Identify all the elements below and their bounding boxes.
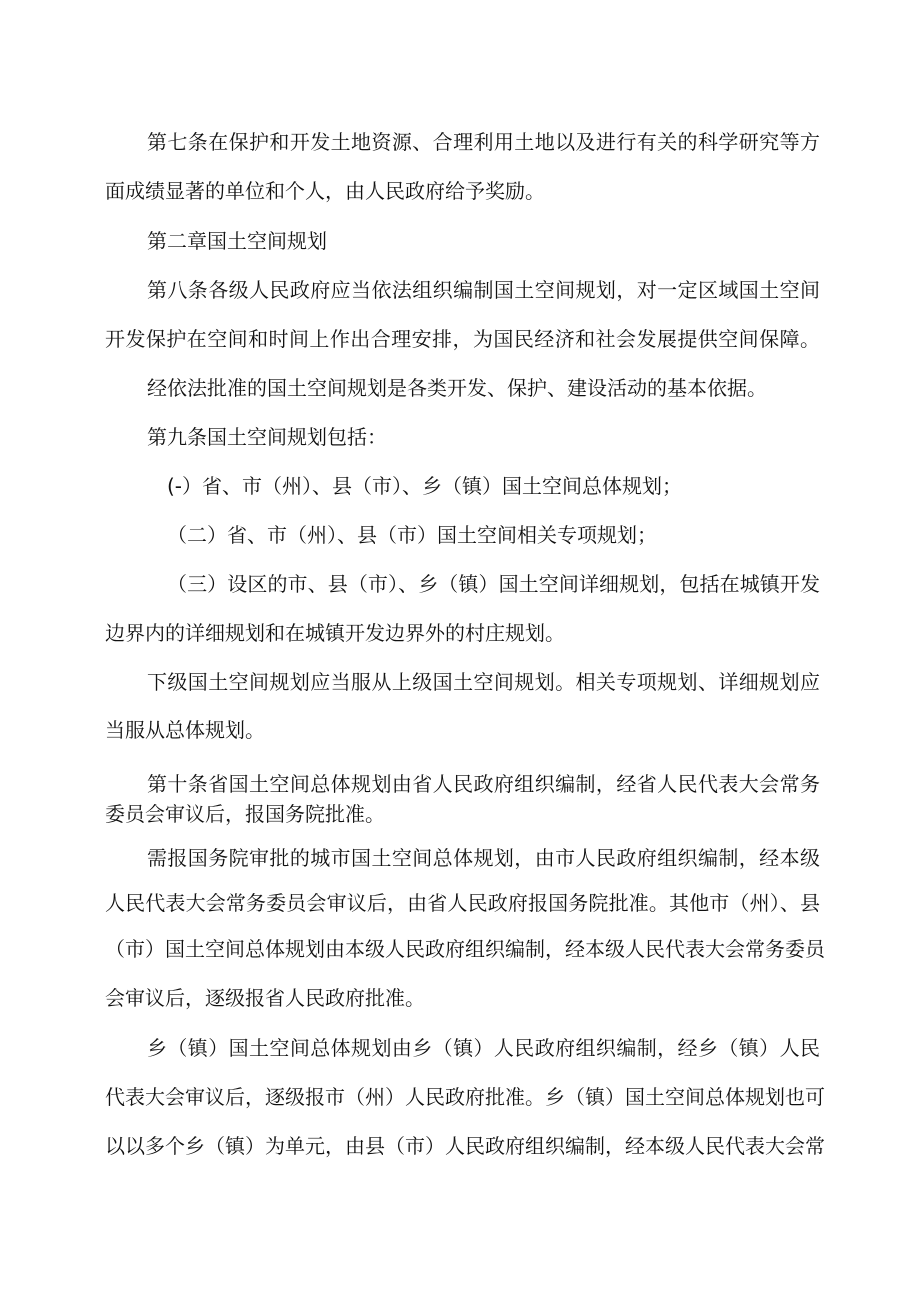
text-line: 人民代表大会常务委员会审议后，由省人民政府报国务院批准。其他市（州）、县 xyxy=(105,891,820,915)
text-line: 会审议后，逐级报省人民政府批准。 xyxy=(105,986,425,1010)
text-line: 经依法批准的国土空间规划是各类开发、保护、建设活动的基本依据。 xyxy=(147,376,767,400)
text-line: 需报国务院审批的城市国土空间总体规划，由市人民政府组织编制，经本级 xyxy=(147,846,820,870)
text-line: 当服从总体规划。 xyxy=(105,718,265,742)
text-line: 开发保护在空间和时间上作出合理安排，为国民经济和社会发展提供空间保障。 xyxy=(105,327,820,351)
text-line: 第十条省国土空间总体规划由省人民政府组织编制，经省人民代表大会常务 xyxy=(147,772,820,796)
text-line: 第九条国土空间规划包括： xyxy=(147,425,387,449)
list-item: （三）设区的市、县（市）、乡（镇）国土空间详细规划，包括在城镇开发 xyxy=(167,572,820,596)
text-line: 边界内的详细规划和在城镇开发边界外的村庄规划。 xyxy=(105,621,565,645)
text-line: 面成绩显著的单位和个人，由人民政府给予奖励。 xyxy=(105,179,545,203)
list-item: (-）省、市（州）、县（市）、乡（镇）国土空间总体规划； xyxy=(167,474,683,498)
chapter-heading: 第二章国土空间规划 xyxy=(147,229,327,253)
text-line: 下级国土空间规划应当服从上级国土空间规划。相关专项规划、详细规划应 xyxy=(147,670,820,694)
text-line: 委员会审议后，报国务院批准。 xyxy=(105,802,385,826)
text-line: 代表大会审议后，逐级报市（州）人民政府批准。乡（镇）国土空间总体规划也可 xyxy=(105,1085,825,1109)
text-line: 以以多个乡（镇）为单元，由县（市）人民政府组织编制，经本级人民代表大会常 xyxy=(105,1134,825,1158)
text-line: （市）国土空间总体规划由本级人民政府组织编制，经本级人民代表大会常务委员 xyxy=(105,937,825,961)
text-line: 第七条在保护和开发土地资源、合理利用土地以及进行有关的科学研究等方 xyxy=(147,130,820,154)
text-line: 乡（镇）国土空间总体规划由乡（镇）人民政府组织编制，经乡（镇）人民 xyxy=(147,1036,820,1060)
text-line: 第八条各级人民政府应当依法组织编制国土空间规划，对一定区域国土空间 xyxy=(147,278,820,302)
list-item: （二）省、市（州）、县（市）国土空间相关专项规划； xyxy=(167,523,657,547)
